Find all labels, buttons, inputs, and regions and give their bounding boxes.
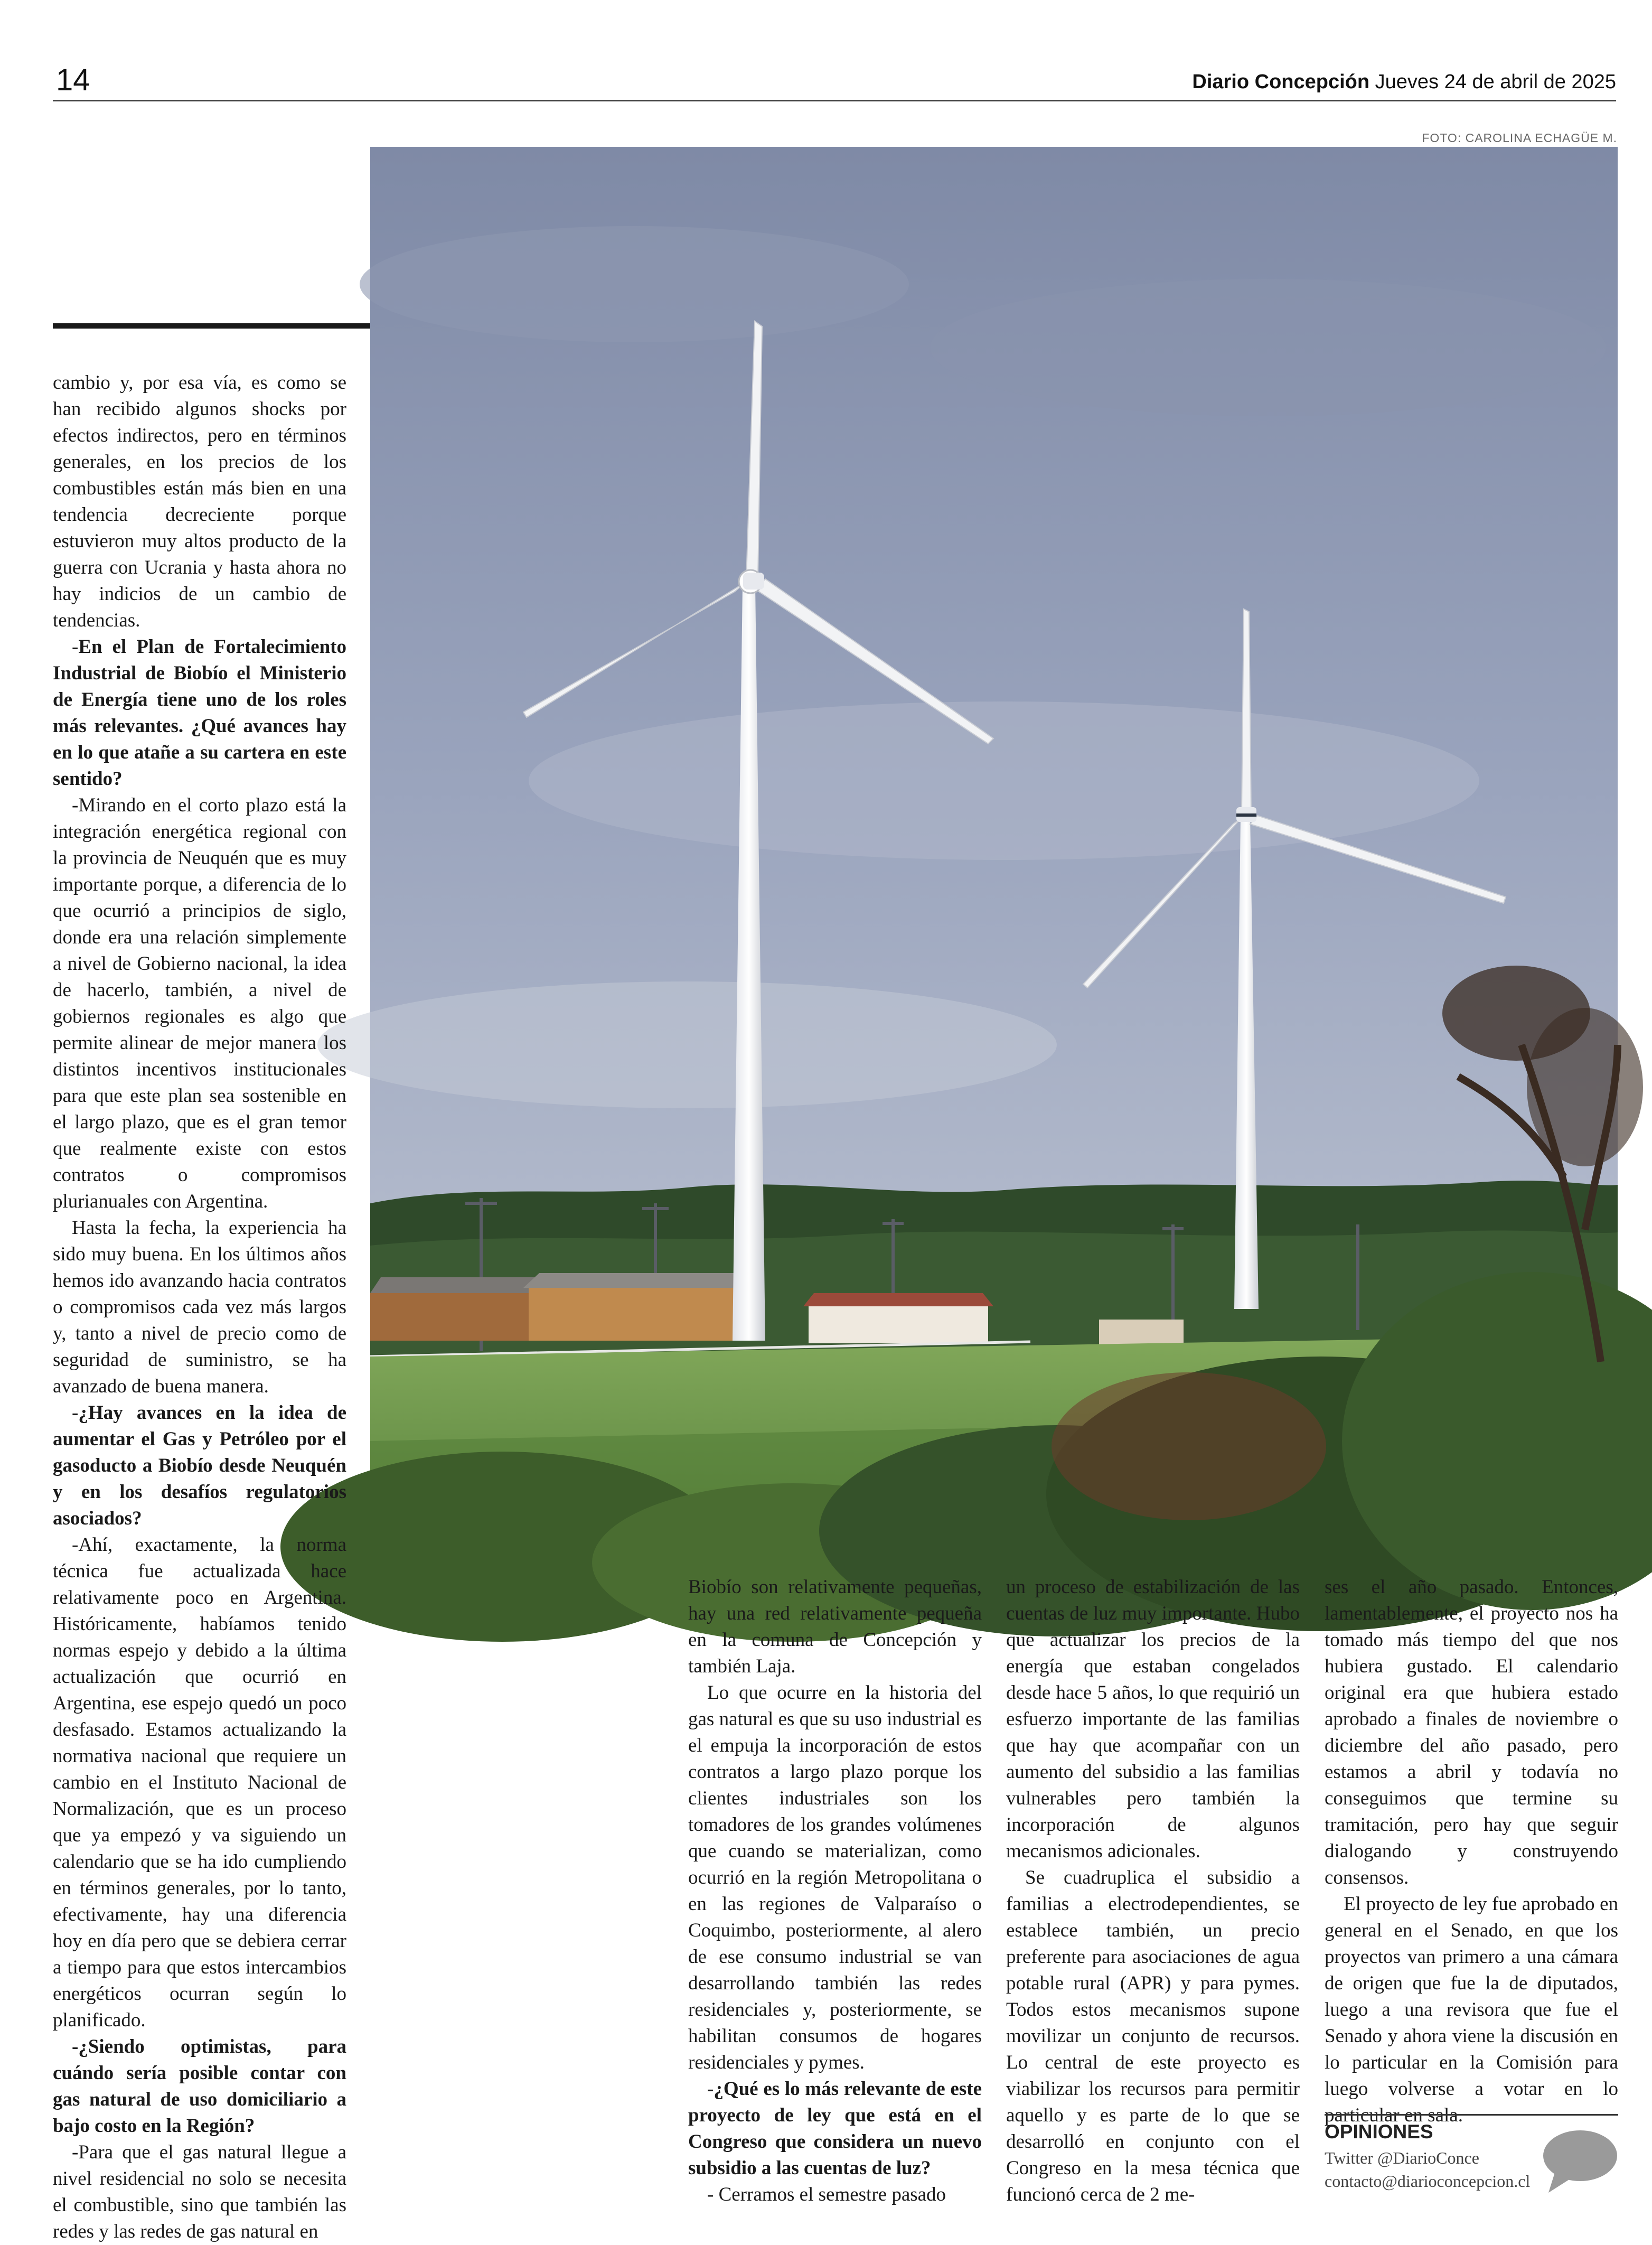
- photo-credit: FOTO: CAROLINA ECHAGÜE M.: [1422, 131, 1617, 145]
- paragraph: Hasta la fecha, la experiencia ha sido muy buena. En los últimos años hemos ido avanzando hacia contratos o compromisos cada vez más largos y, tanto a nivel de precio como de seguridad de suministro, se ha avanzado de buena manera.: [53, 1217, 346, 1397]
- paragraph: cambio y, por esa vía, es como se han recibido algunos shocks por efectos indirectos, pero en términos generales, en los precios de los combustibles están más bien en una tendencia decreciente porque estuvieron muy altos producto de la guerra con Ucrania y hasta ahora no hay indicios de un cambio de tendencias.: [53, 372, 346, 631]
- paragraph: Lo que ocurre en la historia del gas natural es que su uso industrial es el empuja la incorporación de estos contratos a largo plazo porque los clientes industriales son los tomadores de los grandes volúmenes que cuando se materializan, como ocurrió en la región Metropolitana o en las regiones de Valparaíso o Coquimbo, posteriormente, al alero de ese consumo industrial se van desarrollando también las redes residenciales y, posteriormente, se habilitan consumos de hogares residenciales y pymes.: [688, 1682, 982, 2073]
- article-column-1: [53, 370, 346, 2245]
- paragraph: -Mirando en el corto plazo está la integración energética regional con la provincia de Neuquén que es muy importante porque, a diferencia de lo que ocurrió a principios de siglo, donde era una relación simplemente a nivel de Gobierno nacional, la idea de hacerlo, también, a nivel de gobiernos regionales es algo que permite alinear de mejor manera los distintos incentivos institucionales para que este plan sea sostenible en el largo plazo, que es el gran temor que realmente existe con estos contratos o compromisos plurianuales con Argentina.: [53, 794, 346, 1212]
- paragraph: -Para que el gas natural llegue a nivel residencial no solo se necesita el combustible, sino que también las redes y las redes de gas natural en: [53, 2141, 346, 2242]
- paragraph: El proyecto de ley fue aprobado en general en el Senado, en que los proyectos van primero a una cámara de origen que fue la de diputados, luego a una revisora que fue el Senado y ahora viene la discusión en lo particular en la Comisión para luego volverse a votar en lo particular en sala.: [1325, 1893, 1618, 2126]
- interview-question: -En el Plan de Fortalecimiento Industrial de Biobío el Ministerio de Energía tiene uno de los roles más relevantes. ¿Qué avances hay en lo que atañe a su cartera en este sentido?: [53, 636, 346, 790]
- paragraph: Biobío son relativamente pequeñas, hay una red relativamente pequeña en la comuna de Concepción y también Laja.: [688, 1576, 982, 1677]
- article-column-4: [1325, 1574, 1618, 2129]
- opiniones-box: [1325, 2114, 1618, 2214]
- wind-turbines-photo: [370, 147, 1618, 1565]
- paragraph: Se cuadruplica el subsidio a familias a electrodependientes, se establece también, un precio preferente para asociaciones de agua potable rural (APR) y para pymes. Todos estos mecanismos supone movilizar un conjunto de recursos. Lo central de este proyecto es viabilizar los recursos para permitir aquello y es parte de lo que se desarrolló en conjunto con el Congreso en la mesa técnica que funcionó cerca de 2 me-: [1006, 1867, 1300, 2205]
- interview-question: -¿Qué es lo más relevante de este proyecto de ley que está en el Congreso que considera un nuevo subsidio a las cuentas de luz?: [688, 2078, 982, 2179]
- page-header: [53, 62, 1616, 101]
- masthead: [1192, 71, 1616, 93]
- paragraph: -Ahí, exactamente, la norma técnica fue actualizada hace relativamente poco en Argentina. Históricamente, habíamos tenido normas espejo y debido a la última actualización que ocurrió en Argentina, ese espejo quedó un poco desfasado. Estamos actualizando la normativa nacional que requiere un cambio en el Instituto Nacional de Normalización, que es un proceso que ya empezó y va siguiendo un calendario que se ha ido cumpliendo en términos generales, por lo tanto, efectivamente, hay una diferencia hoy en día pero que se debiera cerrar a tiempo para que estos intercambios energéticos ocurran según lo planificado.: [53, 1534, 346, 2031]
- interview-question: -¿Hay avances en la idea de aumentar el Gas y Petróleo por el gasoducto a Biobío desde Neuquén y en los desafíos regulatorios asociados?: [53, 1402, 346, 1529]
- paragraph: un proceso de estabilización de las cuentas de luz muy importante. Hubo que actualizar los precios de la energía que estaban congelados desde hace 5 años, lo que requirió un esfuerzo importante de las familias que hay que acompañar con un aumento del subsidio a las familias vulnerables pero también la incorporación de algunos mecanismos adicionales.: [1006, 1576, 1300, 1862]
- interview-question: -¿Siendo optimistas, para cuándo sería posible contar con gas natural de uso domiciliario a bajo costo en la Región?: [53, 2036, 346, 2137]
- opiniones-title: OPINIONES: [1325, 2121, 1433, 2143]
- twitter-handle[interactable]: Twitter @DiarioConce: [1325, 2148, 1479, 2167]
- article-column-3: [1006, 1574, 1300, 2208]
- article-column-2: [688, 1574, 982, 2208]
- publication-name: Diario Concepción: [1192, 71, 1370, 93]
- contact-email[interactable]: contacto@diarioconcepcion.cl: [1325, 2172, 1531, 2191]
- speech-bubble-icon: [1539, 2126, 1618, 2195]
- issue-date: Jueves 24 de abril de 2025: [1375, 71, 1616, 93]
- paragraph: ses el año pasado. Entonces, lamentablemente, el proyecto nos ha tomado más tiempo del que nos hubiera gustado. El calendario original era que hubiera estado aprobado a finales de noviembre o diciembre del año pasado, pero estamos a abril y todavía no conseguimos que termine su tramitación, pero hay que seguir dialogando y construyendo consensos.: [1325, 1576, 1618, 1888]
- wind-turbines-illustration: [370, 147, 1618, 1565]
- column-rule: [53, 323, 370, 329]
- paragraph: - Cerramos el semestre pasado: [707, 2184, 946, 2205]
- page-number: 14: [56, 63, 90, 97]
